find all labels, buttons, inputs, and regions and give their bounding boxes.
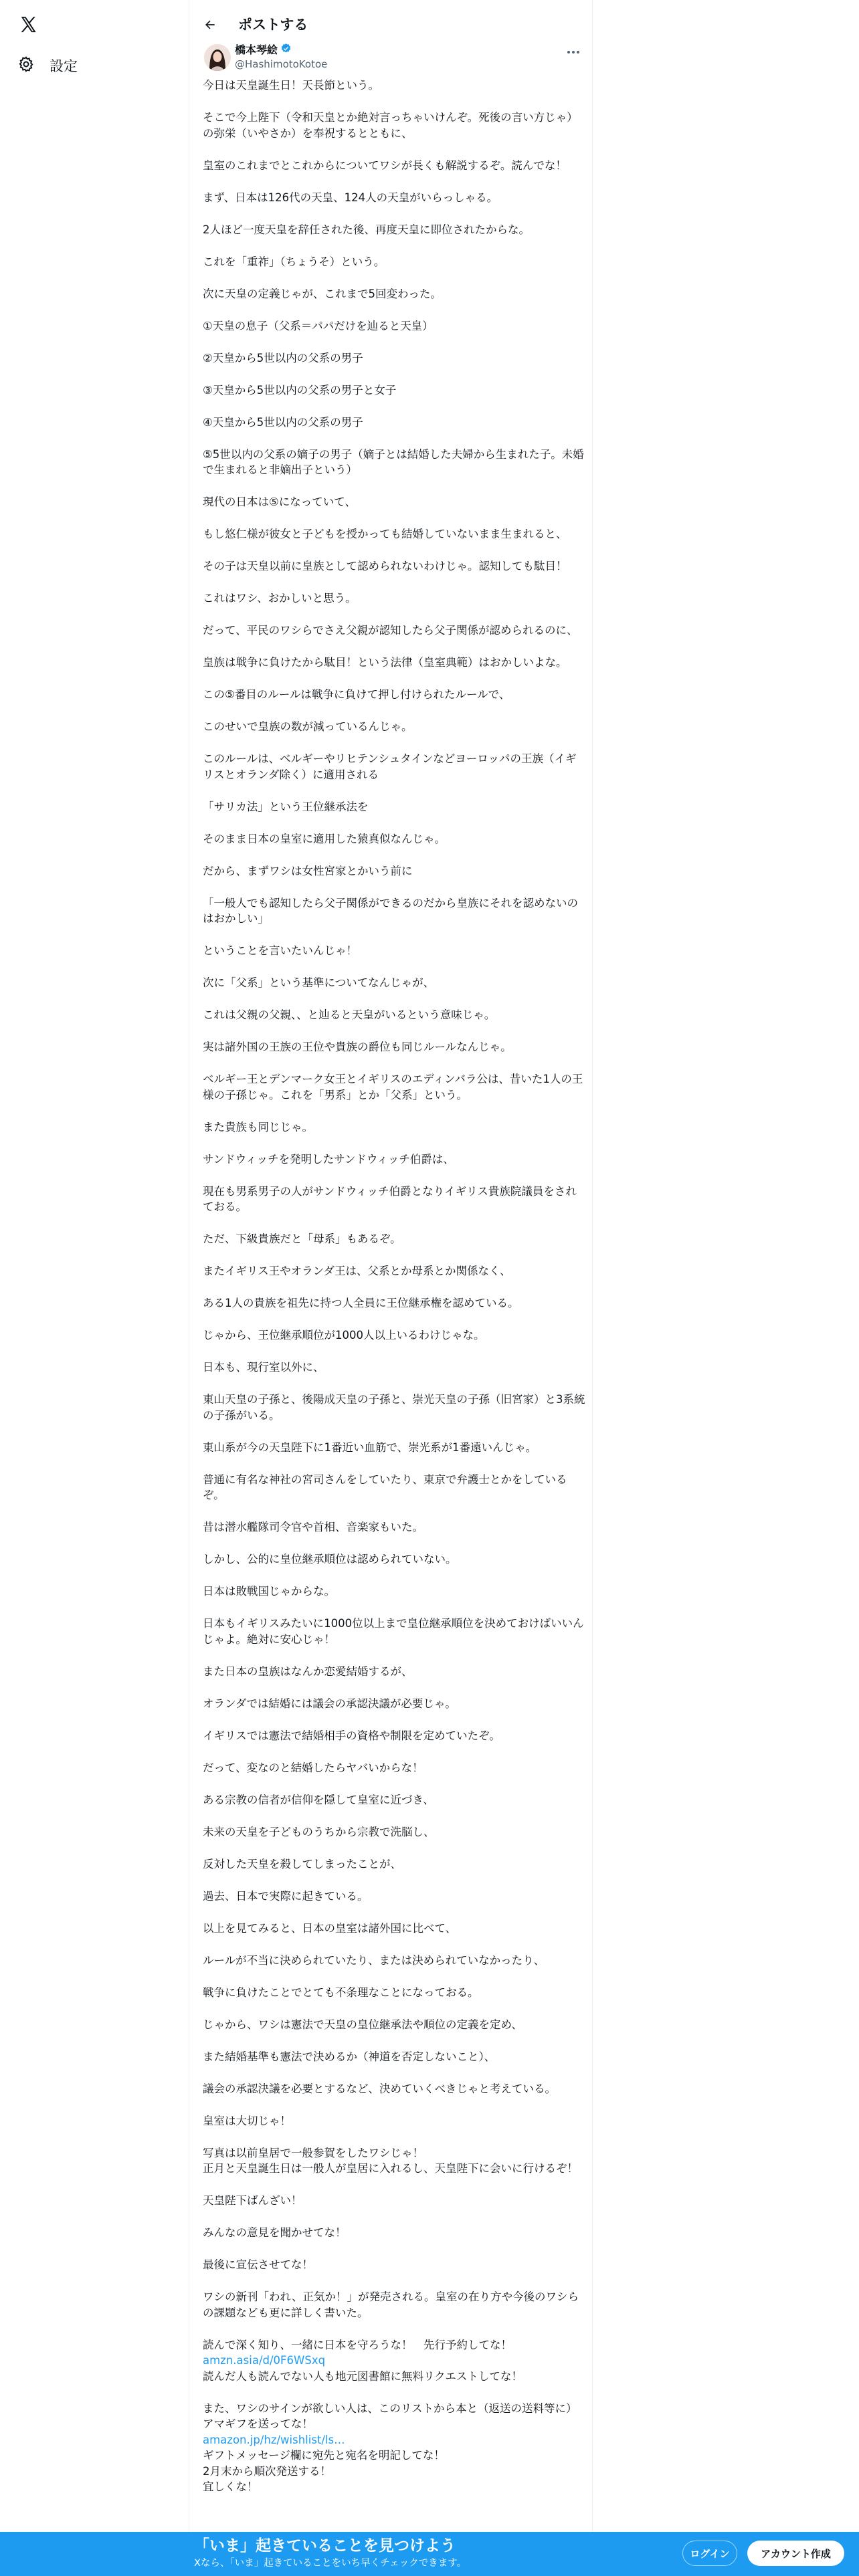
- post-paragraph: みんなの意見を聞かせてな！: [203, 2226, 347, 2239]
- post-paragraph: オランダでは結婚には議会の承認決議が必要じゃ。: [203, 1697, 456, 1710]
- post-paragraph: ただ、下級貴族だと「母系」もあるぞ。: [203, 1232, 401, 1245]
- avatar[interactable]: [204, 44, 231, 71]
- post-paragraph: 「サリカ法」という王位継承法を: [203, 800, 369, 813]
- more-icon[interactable]: [565, 45, 581, 59]
- post-paragraph: ある宗教の信者が信仰を隠して皇室に近づき、: [203, 1793, 434, 1806]
- post-paragraph: 次に「父系」という基準についてなんじゃが、: [203, 976, 435, 989]
- post-paragraph: 日本もイギリスみたいに1000位以上まで皇位継承順位を決めておけばいいんじゃよ。絶対に安心じゃ！: [203, 1617, 584, 1646]
- promo-block-1: [203, 2337, 585, 2385]
- post-paragraph: 過去、日本で実際に起きている。: [203, 1889, 369, 1903]
- post-paragraph: だって、変なのと結婚したらヤバいからな！: [203, 1761, 423, 1774]
- post-paragraph: サンドウィッチを発明したサンドウィッチ伯爵は、: [203, 1152, 454, 1166]
- gear-icon: [17, 56, 35, 76]
- post-paragraph: 皇族は戦争に負けたから駄目！という法律（皇室典範）はおかしいよな。: [203, 656, 567, 669]
- post-paragraph: 東山系が今の天皇陛下に1番近い血筋で、崇光系が1番遠いんじゃ。: [203, 1440, 537, 1454]
- post-paragraph: 反対した天皇を殺してしまったことが、: [203, 1857, 401, 1870]
- verified-badge-icon: [280, 43, 292, 58]
- post-paragraph: 「一般人でも認知したら父子関係ができるのだから皇族にそれを認めないのはおかしい」: [203, 896, 578, 925]
- back-arrow-icon[interactable]: [200, 15, 220, 35]
- author-handle[interactable]: @HashimotoKotoe: [235, 58, 328, 70]
- post-paragraph: また貴族も同じじゃ。: [203, 1120, 313, 1134]
- banner-headline: 「いま」起きていることを見つけよう: [194, 2537, 456, 2555]
- post-paragraph: だから、まずワシは女性宮家とかいう前に: [203, 864, 413, 877]
- post-paragraph: そのまま日本の皇室に適用した猿真似なんじゃ。: [203, 832, 446, 845]
- post-paragraph: また結婚基準も憲法で決めるか（神道を否定しないこと）、: [203, 2050, 496, 2063]
- post-paragraph: 次に天皇の定義じゃが、これまで5回変わった。: [203, 287, 442, 300]
- signup-banner: [0, 2532, 859, 2576]
- post-body: [203, 78, 585, 2511]
- post-paragraph: 現在も男系男子の人がサンドウィッチ伯爵となりイギリス貴族院議員をされておる。: [203, 1184, 577, 1213]
- post-paragraph: ⑤5世以内の父系の嫡子の男子（嫡子とは結婚した夫婦から生まれた子。未婚で生まれると非嫡出子という）: [203, 447, 584, 476]
- post-paragraph: ④天皇から5世以内の父系の男子: [203, 415, 363, 429]
- post-paragraph: 日本は敗戦国じゃからな。: [203, 1585, 335, 1598]
- post-paragraph: 皇室のこれまでとこれからについてワシが長くも解説するぞ。読んでな！: [203, 158, 567, 172]
- left-navigation: [0, 0, 189, 2576]
- promo1-text: 読んで深く知り、一緒に日本を守ろうな！ 先行予約してな！: [203, 2338, 512, 2351]
- post-paragraph: ベルギー王とデンマーク女王とイギリスのエディンバラ公は、昔いた1人の王様の子孫じゃ。これを「男系」とか「父系」という。: [203, 1073, 583, 1101]
- post-paragraph: ある1人の貴族を祖先に持つ人全員に王位継承権を認めている。: [203, 1297, 519, 1309]
- post-paragraph: ということを言いたいんじゃ！: [203, 944, 357, 957]
- post-paragraph: また日本の皇族はなんか恋愛結婚するが、: [203, 1665, 413, 1678]
- post-paragraph: そこで今上陛下（令和天皇とか絶対言っちゃいけんぞ。死後の言い方じゃ）の弥栄（いやさか）を奉祝するとともに、: [203, 111, 578, 140]
- post-paragraph: 実は諸外国の王族の王位や貴族の爵位も同じルールなんじゃ。: [203, 1041, 512, 1053]
- promo1-after-text: 読んだ人も読んでない人も地元図書館に無料リクエストしてな！: [203, 2369, 522, 2383]
- login-button[interactable]: ログイン: [682, 2541, 737, 2566]
- amazon-book-link[interactable]: amzn.asia/d/0F6WSxq: [203, 2354, 326, 2367]
- promo2-lines: ギフトメッセージ欄に宛先と宛名を明記してな！ 2月末から順次発送する！ 宜しくな！: [203, 2449, 445, 2493]
- post-paragraph: まず、日本は126代の天皇、124人の天皇がいらっしゃる。: [203, 191, 498, 204]
- post-paragraph: このルールは、ベルギーやリヒテンシュタインなどヨーロッパの王族（イギリスとオランダ除く）に適用される: [203, 752, 577, 781]
- post-paragraph: これはワシ、おかしいと思う。: [203, 592, 357, 605]
- post-paragraph: 皇室は大切じゃ！: [203, 2114, 291, 2127]
- post-paragraph: 東山天皇の子孫と、後陽成天皇の子孫と、崇光天皇の子孫（旧宮家）と3系統の子孫がいる。: [203, 1393, 585, 1422]
- post-paragraph: 最後に宣伝させてな！: [203, 2258, 313, 2271]
- post-paragraph: これを「重祚」（ちょうそ）という。: [203, 255, 385, 268]
- post-paragraph: またイギリス王やオランダ王は、父系とか母系とか関係なく、: [203, 1265, 511, 1277]
- author-name[interactable]: [235, 43, 292, 58]
- post-paragraph: 2人ほど一度天皇を辞任された後、再度天皇に即位されたからな。: [203, 223, 530, 236]
- wishlist-link[interactable]: amazon.jp/hz/wishlist/ls…: [203, 2433, 345, 2446]
- post-paragraph: その子は天皇以前に皇族として認められないわけじゃ。認知しても駄目！: [203, 560, 567, 572]
- post-paragraph: このせいで皇族の数が減っているんじゃ。: [203, 720, 413, 733]
- post-paragraph: 以上を見てみると、日本の皇室は諸外国に比べて、: [203, 1921, 457, 1935]
- post-paragraph: 今日は天皇誕生日！天長節という。: [203, 79, 379, 92]
- post-paragraph: 議会の承認決議を必要とするなど、決めていくべきじゃと考えている。: [203, 2082, 556, 2095]
- post-paragraph: この⑤番目のルールは戦争に負けて押し付けられたルールで、: [203, 688, 510, 701]
- post-paragraph: 天皇陛下ばんざい！: [203, 2194, 302, 2207]
- post-paragraph: ③天皇から5世以内の父系の男子と女子: [203, 383, 397, 397]
- post-paragraph: もし悠仁様が彼女と子どもを授かっても結婚していないまま生まれると、: [203, 528, 567, 540]
- post-paragraph: 現代の日本は⑤になっていて、: [203, 496, 356, 508]
- post-paragraph: だって、平民のワシらでさえ父親が認知したら父子関係が認められるのに、: [203, 624, 578, 637]
- post-paragraph: しかし、公的に皇位継承順位は認められていない。: [203, 1553, 457, 1566]
- post-paragraph: 戦争に負けたことでとても不条理なことになっておる。: [203, 1985, 479, 1999]
- promo2-text: また、ワシのサインが欲しい人は、このリストから本と（返送の送料等に）アマギフを送ってな！: [203, 2401, 577, 2430]
- post-paragraph: ①天皇の息子（父系＝パパだけを辿ると天皇）: [203, 319, 434, 332]
- promo-block-2: [203, 2401, 585, 2495]
- post-paragraph: じゃから、王位継承順位が1000人以上いるわけじゃな。: [203, 1329, 485, 1341]
- post-paragraphs: [203, 78, 585, 2321]
- post-paragraph: これは父親の父親、、と辿ると天皇がいるという意味じゃ。: [203, 1008, 496, 1021]
- banner-subtext: Xなら、「いま」起きていることをいち早くチェックできます。: [194, 2558, 467, 2569]
- signup-button[interactable]: アカウント作成: [747, 2541, 844, 2566]
- post-paragraph: ルールが不当に決められていたり、または決められていなかったり、: [203, 1953, 545, 1967]
- settings-label: 設定: [50, 58, 78, 74]
- post-paragraph: 普通に有名な神社の宮司さんをしていたり、東京で弁護士とかをしているぞ。: [203, 1473, 567, 1501]
- post-column: [189, 0, 593, 2576]
- post-paragraph: 未来の天皇を子どものうちから宗教で洗脳し、: [203, 1825, 435, 1838]
- author-name-text: 橋本琴絵: [235, 43, 278, 56]
- post-paragraph: 日本も、現行室以外に、: [203, 1361, 324, 1374]
- settings-nav-item[interactable]: [17, 52, 78, 79]
- post-paragraph: ②天皇から5世以内の父系の男子: [203, 351, 363, 364]
- post-paragraph: 昔は潜水艦隊司令官や首相、音楽家もいた。: [203, 1521, 423, 1533]
- post-paragraph: じゃから、ワシは憲法で天皇の皇位継承法や順位の定義を定め、: [203, 2018, 522, 2031]
- page-title: ポストする: [238, 17, 308, 33]
- post-paragraph: イギリスでは憲法で結婚相手の資格や制限を定めていたぞ。: [203, 1729, 500, 1742]
- x-logo-icon[interactable]: [19, 15, 41, 37]
- post-paragraph: ワシの新刊「われ、正気か！」が発売される。皇室の在り方や今後のワシらの課題なども更に詳しく書いた。: [203, 2290, 579, 2319]
- post-paragraph: 写真は以前皇居で一般参賀をしたワシじゃ！ 正月と天皇誕生日は一般人が皇居に入れるし、天皇陛下に会いに行けるぞ！: [203, 2146, 578, 2175]
